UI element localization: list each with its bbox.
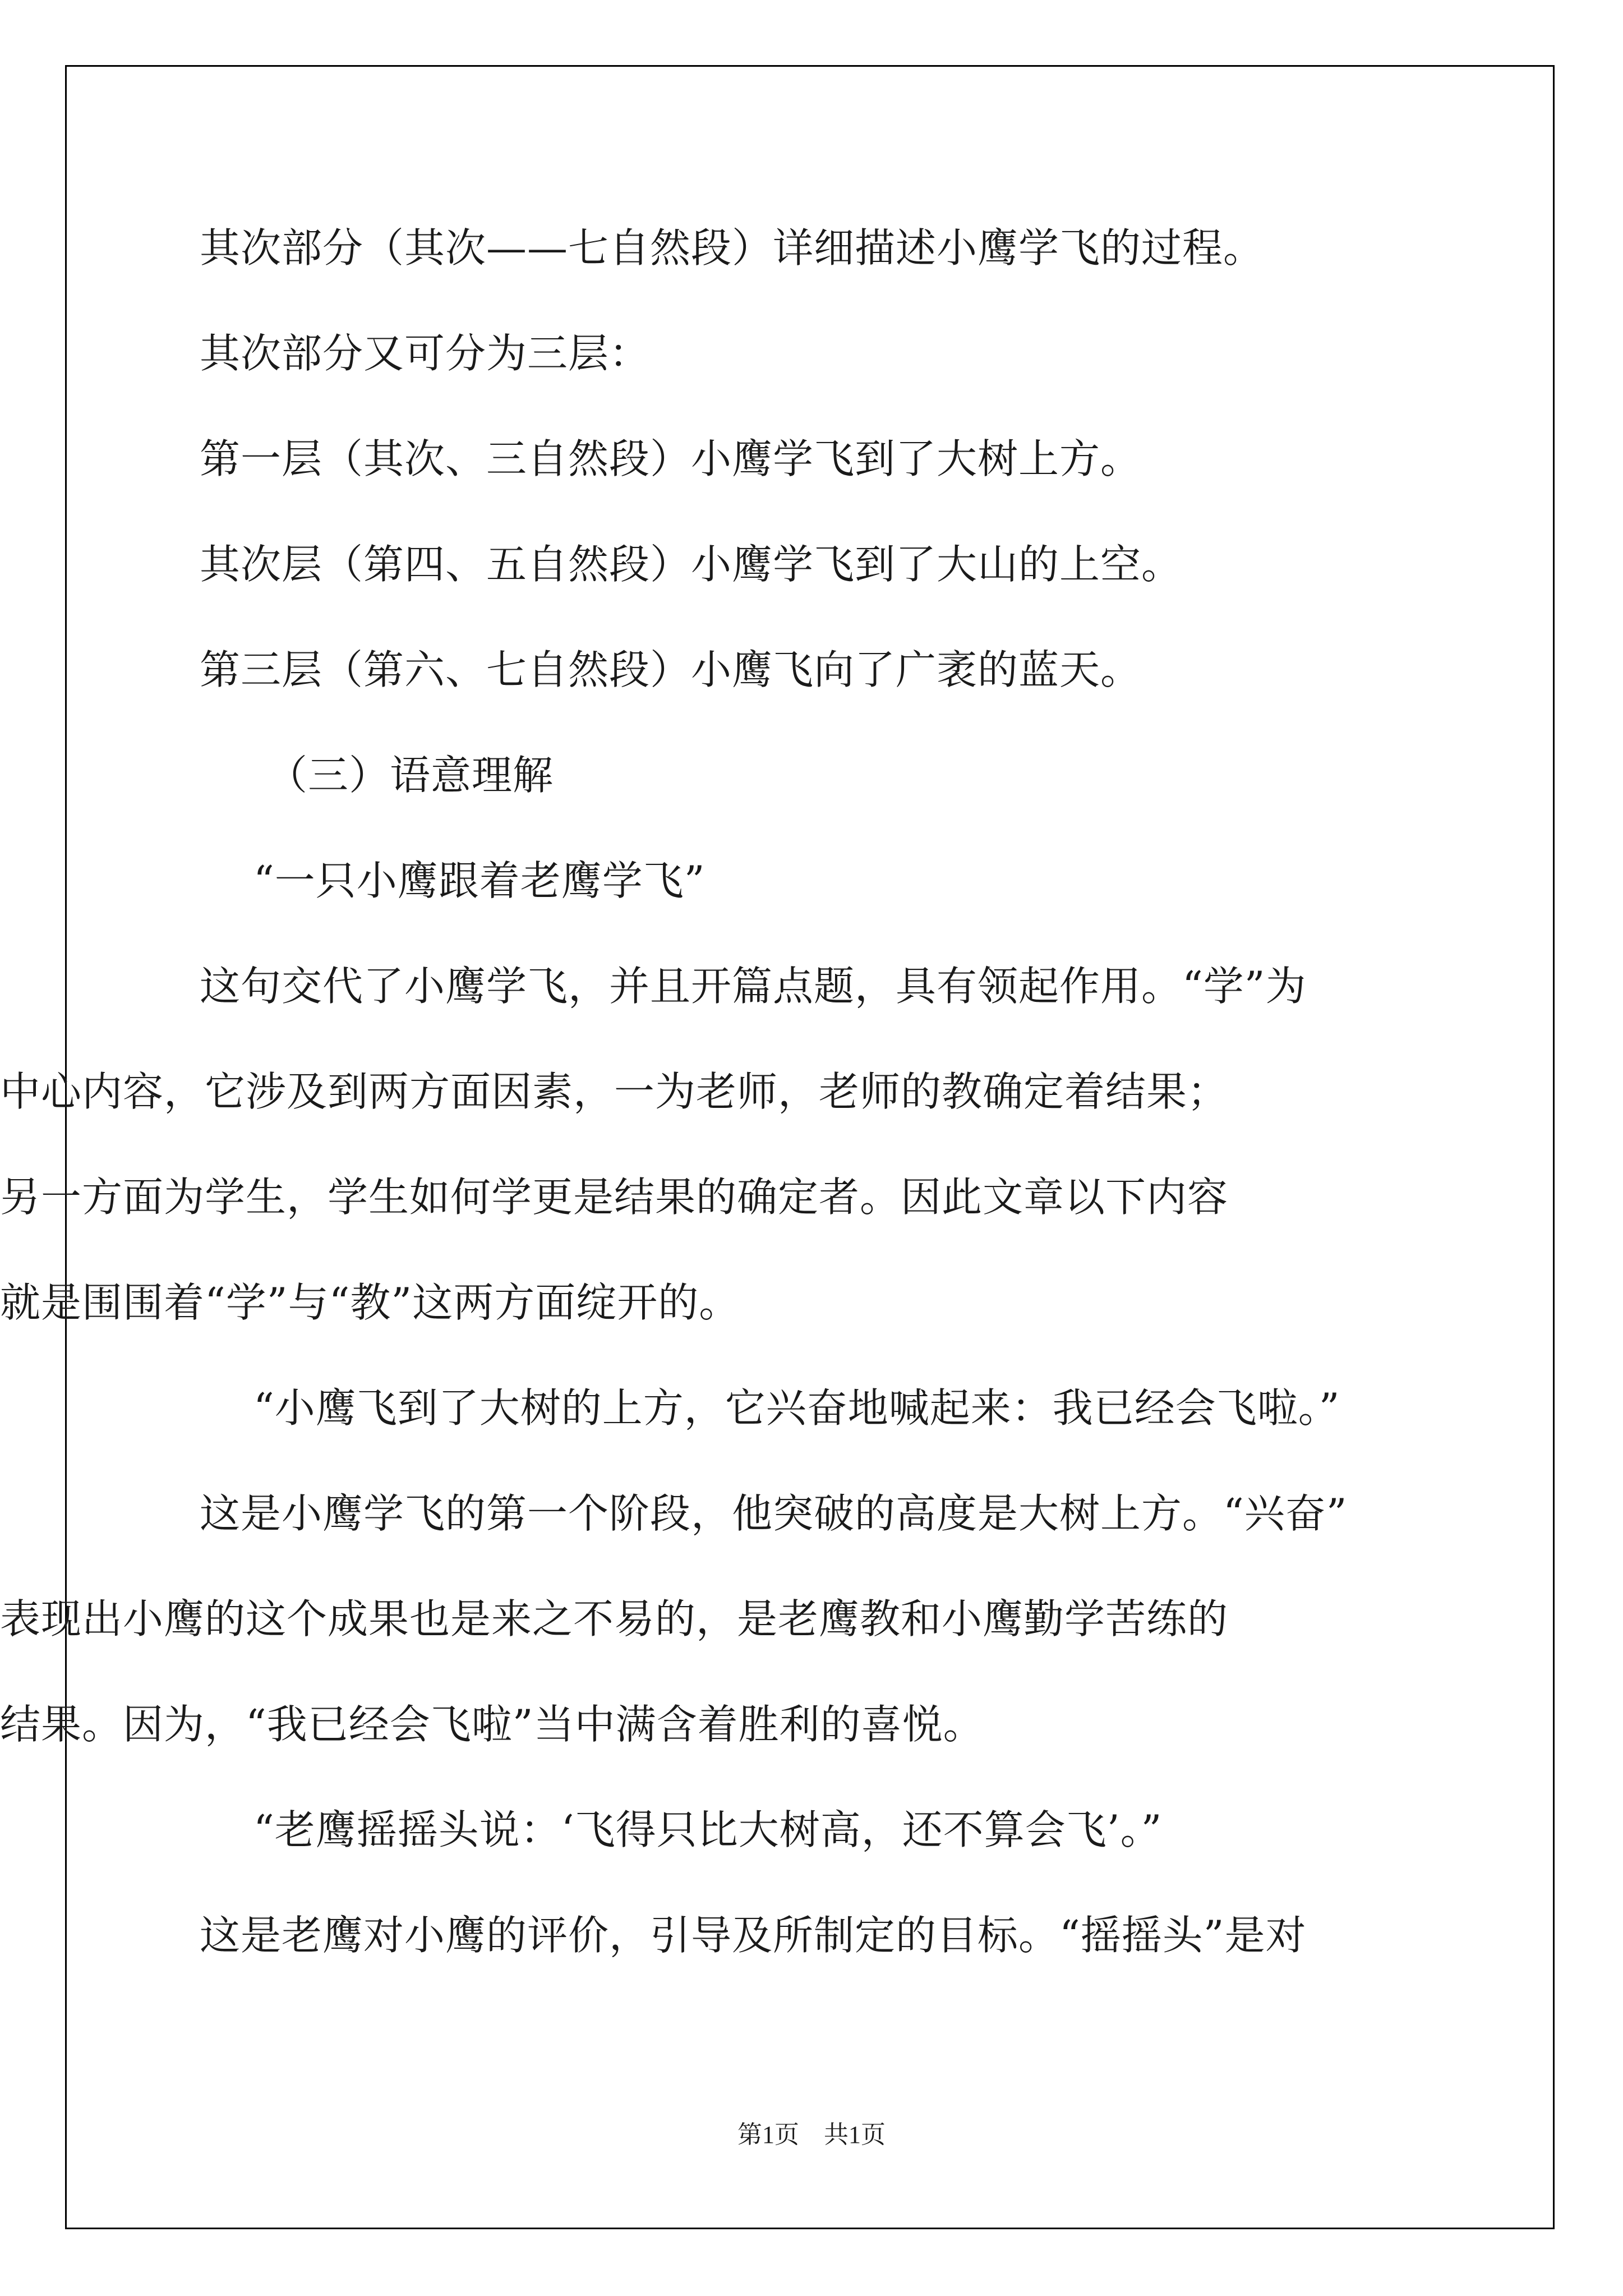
paragraph-analysis-2-line-3: 结果。因为，“我已经会飞啦”当中满含着胜利的喜悦。 <box>0 1701 984 1748</box>
paragraph-analysis-2-line-1: 这是小鹰学飞的第一个阶段，他突破的高度是大树上方。“兴奋” <box>200 1490 1348 1537</box>
paragraph-analysis-1-line-1: 这句交代了小鹰学飞，并且开篇点题，具有领起作用。“学”为 <box>200 963 1307 1010</box>
paragraph-analysis-1-line-4: 就是围围着“学”与“教”这两方面绽开的。 <box>0 1279 740 1326</box>
paragraph-analysis-1-line-3: 另一方面为学生，学生如何学更是结果的确定者。因此文章以下内容 <box>0 1174 1229 1221</box>
paragraph-layer-three: 第三层（第六、七自然段）小鹰飞向了广袤的蓝天。 <box>200 646 1142 693</box>
section-heading-semantics: （三）语意理解 <box>267 752 554 799</box>
page-number-current: 第1页 <box>737 2121 799 2148</box>
paragraph-analysis-1-line-2: 中心内容，它涉及到两方面因素，一为老师，老师的教确定着结果； <box>0 1068 1229 1115</box>
paragraph-layer-two: 其次层（第四、五自然段）小鹰学飞到了大山的上空。 <box>200 541 1183 588</box>
quote-line-2: “小鹰飞到了大树的上方，它兴奋地喊起来：我已经会飞啦。” <box>253 1384 1340 1432</box>
paragraph-layer-one: 第一层（其次、三自然段）小鹰学飞到了大树上方。 <box>200 435 1142 482</box>
quote-line-1: “一只小鹰跟着老鹰学飞” <box>253 857 706 904</box>
page-footer <box>0 2118 1623 2152</box>
paragraph-analysis-2-line-2: 表现出小鹰的这个成果也是来之不易的，是老鹰教和小鹰勤学苦练的 <box>0 1595 1229 1642</box>
paragraph-analysis-3-line-1: 这是老鹰对小鹰的评价，引导及所制定的目标。“摇摇头”是对 <box>200 1912 1307 1959</box>
quote-line-3: “老鹰摇摇头说：‘飞得只比大树高，还不算会飞’。” <box>253 1806 1163 1853</box>
page-border <box>65 65 1555 2229</box>
paragraph-part-two-intro: 其次部分（其次——七自然段）详细描述小鹰学飞的过程。 <box>200 224 1265 272</box>
page-number-total: 共1页 <box>824 2121 886 2148</box>
paragraph-three-layers: 其次部分又可分为三层： <box>200 330 651 377</box>
